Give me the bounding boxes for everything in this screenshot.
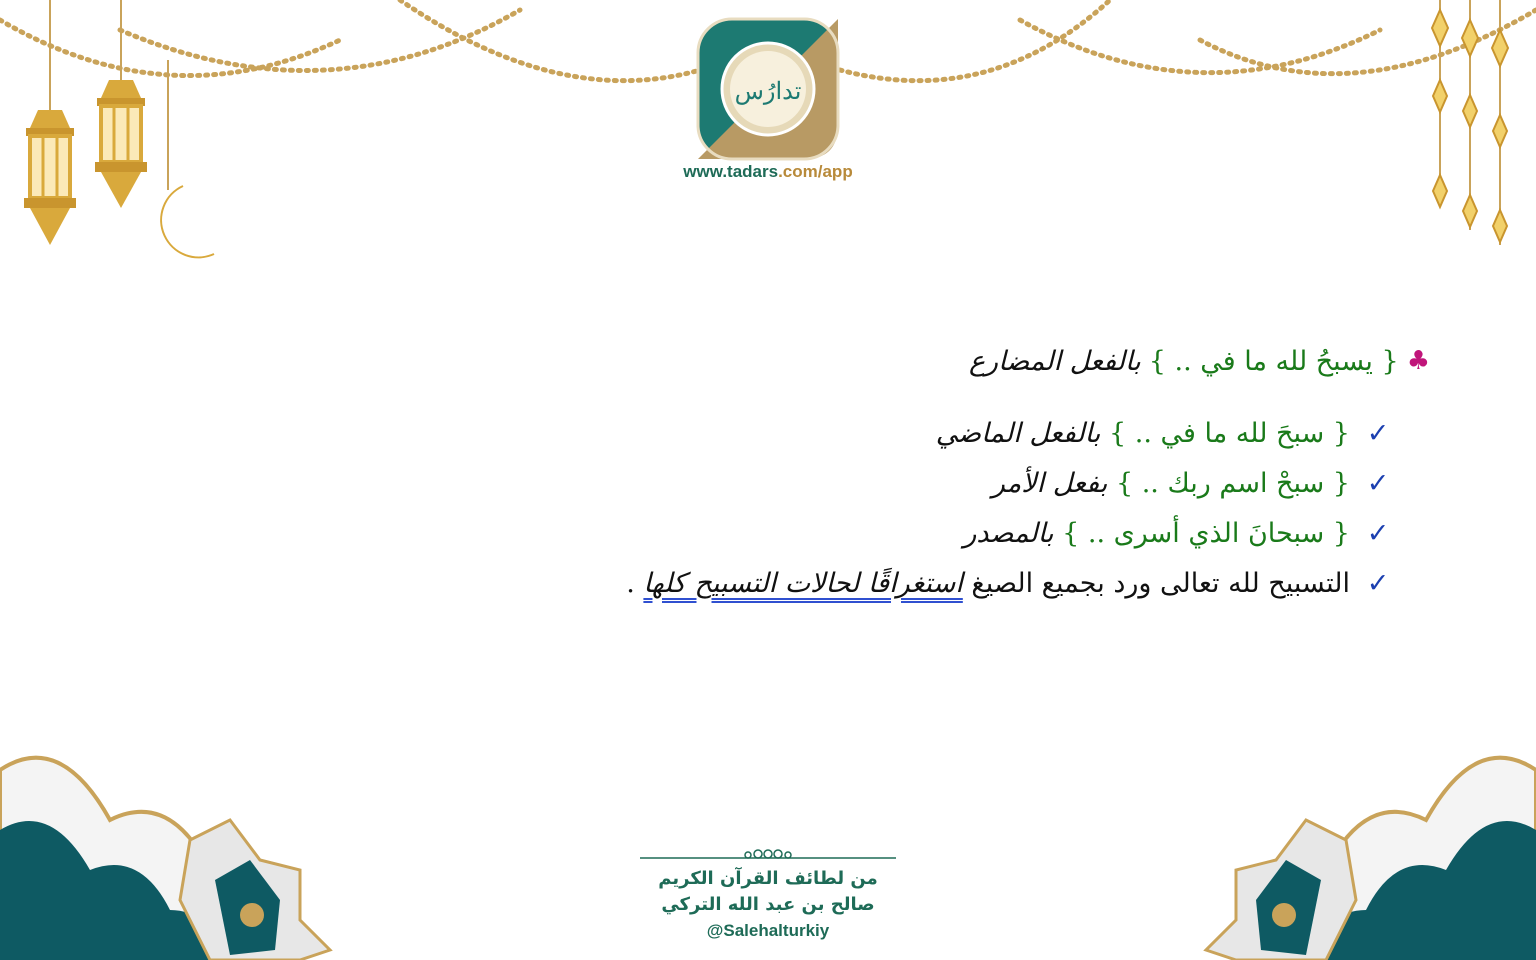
conclusion-emphasis: استغراقًا لحالات التسبيح كلها xyxy=(643,567,963,599)
point-form: بالفعل الماضي xyxy=(935,417,1101,449)
point-ayah: { سبحْ اسم ربك .. } xyxy=(1115,467,1350,499)
point-ayah: { سبحَ لله ما في .. } xyxy=(1109,417,1350,449)
floral-corner-icon xyxy=(1206,758,1536,960)
lantern-icon xyxy=(95,80,147,208)
point-form: بفعل الأمر xyxy=(991,467,1108,499)
list-item xyxy=(560,558,1390,608)
main-content xyxy=(560,336,1430,608)
list-item xyxy=(560,458,1390,508)
point-ayah: { سبحانَ الذي أسرى .. } xyxy=(1062,517,1350,549)
crescent-icon xyxy=(161,186,214,257)
check-icon: ✓ xyxy=(1366,467,1390,499)
heading-form: بالفعل المضارع xyxy=(968,345,1141,377)
check-icon: ✓ xyxy=(1366,417,1390,449)
club-icon: ♣ xyxy=(1406,346,1430,376)
diamond-chain-icon xyxy=(1432,0,1508,245)
floral-corner-icon xyxy=(0,758,330,960)
check-icon: ✓ xyxy=(1366,517,1390,549)
ornament-divider-icon xyxy=(618,848,918,866)
footer xyxy=(618,848,918,944)
heading-line xyxy=(560,336,1430,386)
points-list xyxy=(560,408,1430,608)
conclusion-text: التسبيح لله تعالى ورد بجميع الصيغ xyxy=(971,567,1350,599)
check-icon: ✓ xyxy=(1366,567,1390,599)
heading-ayah: { يسبحُ لله ما في .. } xyxy=(1148,345,1399,377)
logo-text: تدارُس xyxy=(734,77,802,105)
lantern-icon xyxy=(24,110,76,245)
url-path: .com/app xyxy=(778,162,853,181)
conclusion-end: . xyxy=(626,567,635,599)
footer-author: صالح بن عبد الله التركي xyxy=(661,894,875,915)
list-item xyxy=(560,408,1390,458)
site-url[interactable] xyxy=(618,162,918,182)
app-logo xyxy=(694,15,842,163)
list-item xyxy=(560,508,1390,558)
footer-series-title: من لطائف القرآن الكريم xyxy=(658,868,878,889)
point-form: بالمصدر xyxy=(963,517,1054,549)
url-domain: www.tadars xyxy=(683,162,779,181)
footer-handle[interactable]: @Salehalturkiy xyxy=(706,921,830,940)
